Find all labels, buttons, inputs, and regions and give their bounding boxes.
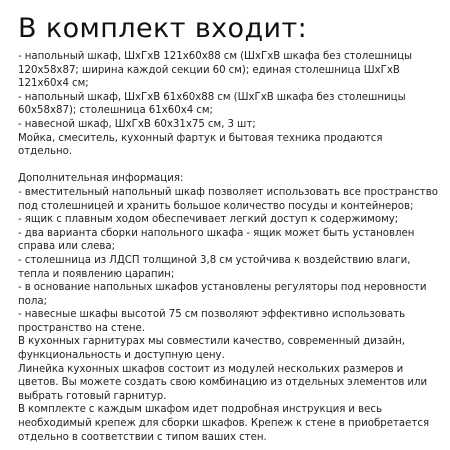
info-line: - столешница из ЛДСП толщиной 3,8 см устойчива к воздействию влаги, тепла и появлению царапин; <box>18 254 411 280</box>
info-line: - ящик с плавным ходом обеспечивает легкий доступ к содержимому; <box>18 214 399 226</box>
info-paragraph: В комплекте с каждым шкафом идет подробная инструкция и весь необходимый крепеж для сборки шкафов. Крепеж к стене в приобретается отдельно в соответствии с типом ваших стен. <box>18 404 430 443</box>
info-line: - в основание напольных шкафов установлены регуляторы под неровности пола; <box>18 282 427 307</box>
kit-line: - напольный шкаф, ШхГхВ 121х60х88 см (ШхГхВ шкафа без столешницы 120х58х87; ширина каждой секции 60 см); единая столешница ШхГхВ 121х60х4 см; <box>18 51 413 90</box>
info-line: - вместительный напольный шкаф позволяет использовать все пространство под столешницей и хранить большое количество посуды и контейнеров; <box>18 186 438 212</box>
info-paragraph: Линейка кухонных шкафов состоит из модулей нескольких размеров и цветов. Вы можете создать свою комбинацию из отдельных элементов или выбрать готовый гарнитур. <box>18 363 428 402</box>
info-heading: Дополнительная информация: <box>18 173 184 185</box>
info-line: - навесные шкафы высотой 75 см позволяют эффективно использовать пространство на стене. <box>18 309 406 334</box>
paragraph-spacer <box>18 159 438 173</box>
info-paragraph: В кухонных гарнитурах мы совместили качество, современный дизайн, функциональность и доступную цену. <box>18 336 405 362</box>
page-title: В комплект входит: <box>18 13 308 44</box>
kit-contents-section <box>18 50 438 159</box>
kit-line: - навесной шкаф, ШхГхВ 60х31х75 см, 3 шт; <box>18 118 256 130</box>
kit-line: - напольный шкаф, ШхГхВ 61х60х88 см (ШхГхВ шкафа без столешницы 60х58х87); столешница 61х60х4 см; <box>18 91 406 117</box>
kit-note: Мойка, смеситель, кухонный фартук и бытовая техника продаются отдельно. <box>18 132 383 158</box>
additional-info-section <box>18 172 438 444</box>
info-line: - два варианта сборки напольного шкафа - ящик может быть установлен справа или слева; <box>18 227 415 253</box>
